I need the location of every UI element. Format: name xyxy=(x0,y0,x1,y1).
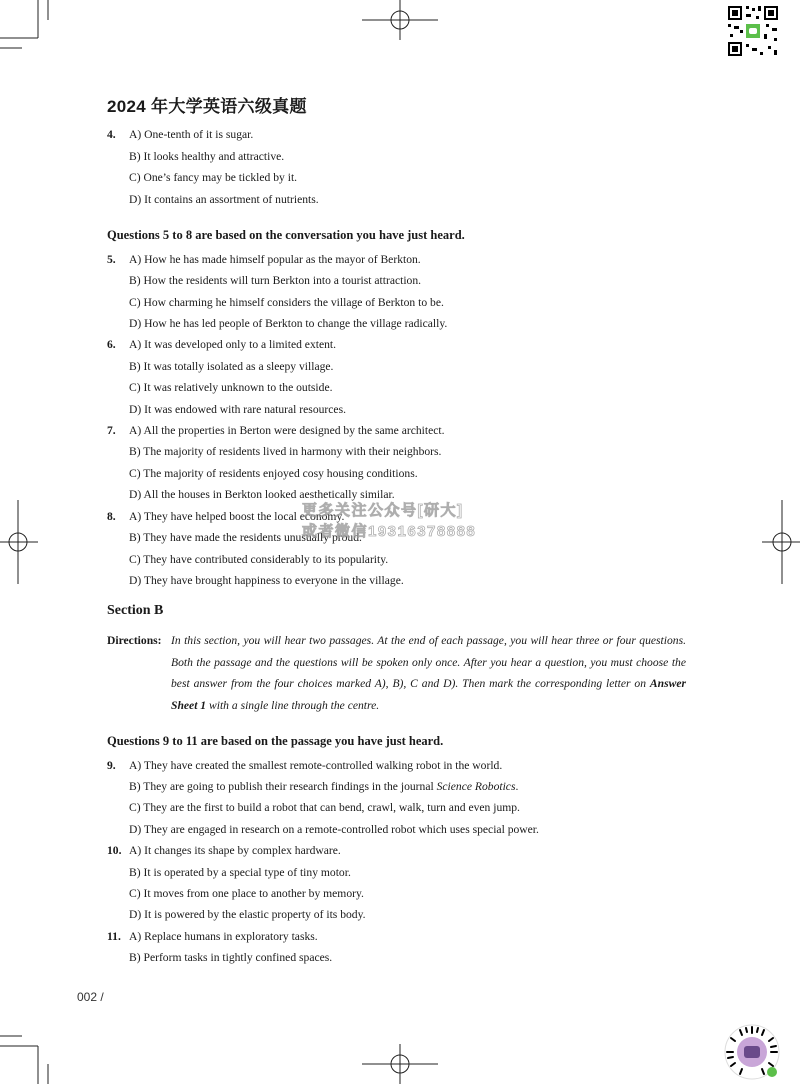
registration-mark-bottom xyxy=(362,1044,438,1084)
option-c: C) It was relatively unknown to the outside. xyxy=(129,381,333,394)
option-b: B) How the residents will turn Berkton into a tourist attraction. xyxy=(129,274,422,287)
option-b-text: B) They are going to publish their research findings in the journal xyxy=(129,780,437,793)
option-c: C) They are the first to build a robot that can bend, crawl, walk, turn and even jump. xyxy=(129,801,520,814)
option-a: A) It was developed only to a limited extent. xyxy=(129,338,337,351)
option-a: A) They have helped boost the local economy. xyxy=(129,510,345,523)
directions-text-part-2: with a single line through the centre. xyxy=(206,698,380,712)
question-number: 8. xyxy=(107,510,116,523)
option-c: C) It moves from one place to another by memory. xyxy=(129,887,364,900)
watermark-line-1: 更多关注公众号[研大] xyxy=(302,502,464,519)
option-d: D) It is powered by the elastic property of its body. xyxy=(129,908,366,921)
registration-mark-right xyxy=(762,500,800,584)
registration-mark-top xyxy=(362,0,438,40)
answer-sheet-label: Answer Sheet 1 xyxy=(171,677,686,712)
option-d: D) All the houses in Berkton looked aesthetically similar. xyxy=(129,488,395,501)
option-d: D) It contains an assortment of nutrients. xyxy=(129,193,319,206)
registration-mark-left xyxy=(0,500,38,584)
question-number: 11. xyxy=(107,930,121,943)
question-number: 5. xyxy=(107,253,116,266)
option-a: A) It changes its shape by complex hardware. xyxy=(129,844,341,857)
option-d: D) They are engaged in research on a remote-controlled robot which uses special power. xyxy=(129,823,539,836)
question-number: 9. xyxy=(107,759,116,772)
option-b: B) It is operated by a special type of tiny motor. xyxy=(129,866,351,879)
option-d: D) They have brought happiness to everyone in the village. xyxy=(129,574,404,587)
option-c: C) How charming he himself considers the village of Berkton to be. xyxy=(129,296,444,309)
question-number: 6. xyxy=(107,338,116,351)
option-b-period: . xyxy=(515,780,519,793)
watermark xyxy=(302,500,476,542)
journal-name: Science Robotics xyxy=(436,780,516,793)
option-b: B) It was totally isolated as a sleepy village. xyxy=(129,360,334,373)
option-b xyxy=(129,780,518,794)
option-c: C) They have contributed considerably to its popularity. xyxy=(129,553,389,566)
option-b: B) The majority of residents lived in harmony with their neighbors. xyxy=(129,445,442,458)
page-title: 2024 年大学英语六级真题 xyxy=(107,97,307,116)
option-a: A) How he has made himself popular as the mayor of Berkton. xyxy=(129,253,421,266)
directions-label: Directions: xyxy=(107,634,162,647)
option-b: B) It looks healthy and attractive. xyxy=(129,150,285,163)
crop-mark-bottom-left xyxy=(0,1036,48,1084)
option-a: A) One-tenth of it is sugar. xyxy=(129,128,254,141)
section-title: Section B xyxy=(107,603,164,618)
directions-text-part-1: In this section, you will hear two passages. At the end of each passage, you will hear three or four questions. Both the passage and the questions will be spoken only once. After you hear a question, you must choose the best answer from the four choices marked A), B), C and D). Then mark the corresponding letter on xyxy=(171,634,686,690)
questions-heading: Questions 5 to 8 are based on the conversation you have just heard. xyxy=(107,228,465,242)
directions-text xyxy=(171,630,686,716)
question-number: 4. xyxy=(107,128,116,141)
option-d: D) It was endowed with rare natural resources. xyxy=(129,403,346,416)
questions-heading: Questions 9 to 11 are based on the passage you have just heard. xyxy=(107,734,444,748)
option-a: A) All the properties in Berton were designed by the same architect. xyxy=(129,424,445,437)
mini-program-code-icon[interactable] xyxy=(724,1024,780,1080)
option-a: A) Replace humans in exploratory tasks. xyxy=(129,930,318,943)
option-a: A) They have created the smallest remote-controlled walking robot in the world. xyxy=(129,759,503,772)
option-b: B) Perform tasks in tightly confined spaces. xyxy=(129,951,333,964)
page-number: 002 / xyxy=(77,990,104,1004)
question-number: 10. xyxy=(107,844,122,857)
option-d: D) How he has led people of Berkton to change the village radically. xyxy=(129,317,448,330)
crop-mark-top-left xyxy=(0,0,48,48)
option-c: C) One’s fancy may be tickled by it. xyxy=(129,171,298,184)
qr-code-icon[interactable] xyxy=(726,4,780,58)
watermark-line-2: 或者微信19316378888 xyxy=(302,523,477,540)
question-number: 7. xyxy=(107,424,116,437)
option-b: B) They have made the residents unusually proud. xyxy=(129,531,362,544)
option-c: C) The majority of residents enjoyed cosy housing conditions. xyxy=(129,467,418,480)
